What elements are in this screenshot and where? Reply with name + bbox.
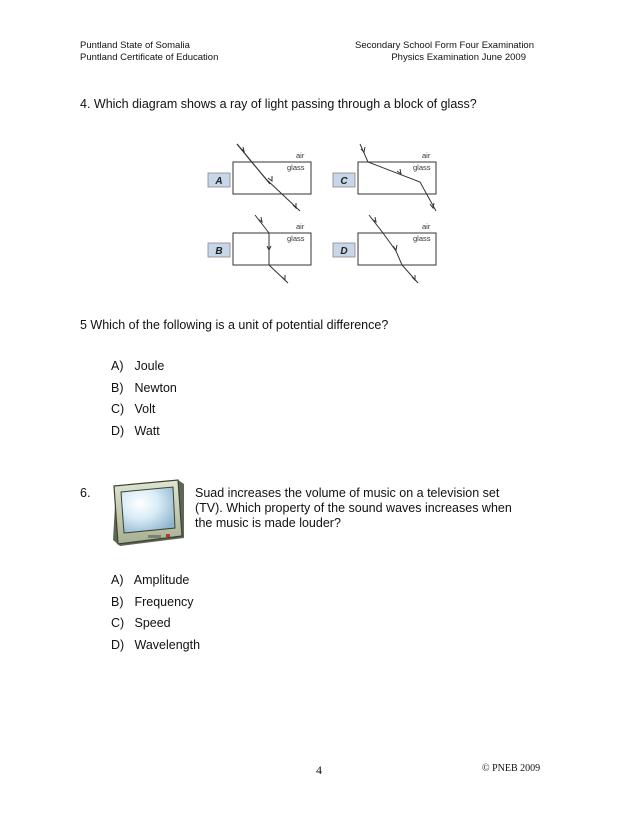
option-a-label: A	[215, 176, 223, 187]
copyright-notice: © PNEB 2009	[482, 763, 541, 774]
air-label-c: air	[422, 151, 431, 160]
diagram-block-c	[333, 144, 436, 211]
q6-option-c[interactable]: C) Speed	[111, 616, 171, 630]
page-number: 4	[316, 763, 322, 777]
header-right	[355, 40, 534, 64]
header-left	[80, 40, 218, 64]
air-label: air	[296, 151, 305, 160]
header-right-line1: Secondary School Form Four Examination	[355, 40, 534, 51]
q6-option-a[interactable]: A) Amplitude	[111, 573, 190, 587]
q5-option-d[interactable]: D) Watt	[111, 423, 160, 438]
air-label-d: air	[422, 222, 431, 231]
question-5-text: 5 Which of the following is a unit of potential difference?	[80, 318, 389, 332]
option-c-label: C	[340, 176, 348, 187]
glass-label-d: glass	[413, 234, 431, 243]
header-left-line2: Puntland Certificate of Education	[80, 52, 219, 63]
glass-label: glass	[287, 163, 305, 172]
q5-option-c[interactable]: C) Volt	[111, 402, 156, 416]
q5-option-b[interactable]: B) Newton	[111, 380, 177, 395]
q6-option-d[interactable]: D) Wavelength	[111, 637, 201, 652]
diagram-block-b	[208, 215, 311, 283]
question-6-options	[111, 570, 200, 656]
option-b-label: B	[215, 246, 223, 257]
q6-option-b[interactable]: B) Frequency	[111, 594, 194, 609]
question-6-number: 6.	[80, 486, 91, 500]
glass-label-b: glass	[287, 234, 305, 243]
television-icon	[110, 478, 188, 548]
header-right-line2: Physics Examination June 2009	[391, 52, 526, 63]
question-6-text: Suad increases the volume of music on a television set (TV). Which property of the sound waves increases when the music is made louder?	[195, 486, 512, 530]
option-d-label: D	[340, 246, 348, 257]
diagram-block-d	[333, 215, 436, 283]
diagram-block-a	[208, 144, 311, 211]
air-label-b: air	[296, 222, 305, 231]
glass-label-c: glass	[413, 163, 431, 172]
question-4-text: 4. Which diagram shows a ray of light passing through a block of glass?	[80, 97, 477, 111]
header-left-line1: Puntland State of Somalia	[80, 40, 190, 51]
q5-option-a[interactable]: A) Joule	[111, 359, 165, 373]
refraction-diagram	[200, 138, 450, 288]
question-5-options	[111, 356, 177, 442]
